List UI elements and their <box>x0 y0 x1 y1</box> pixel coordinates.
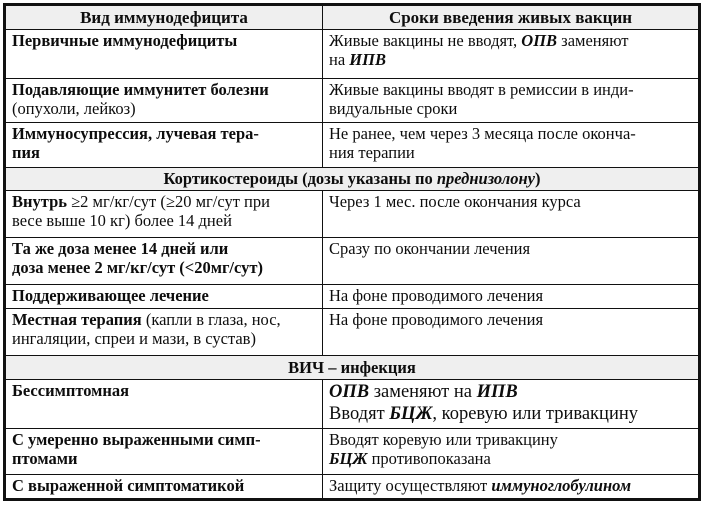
table-row <box>5 29 700 78</box>
cell-condition: Внутрь ≥2 мг/кг/сут (≥20 мг/сут при весе выше 10 кг) более 14 дней <box>5 191 323 238</box>
cell-condition: Поддерживающее лечение <box>5 284 323 309</box>
table-row <box>5 284 700 309</box>
table-row <box>5 123 700 168</box>
document-page <box>3 3 698 501</box>
table-row <box>5 429 700 475</box>
cell-condition: С выраженной симптоматикой <box>5 475 323 500</box>
header-immunodeficiency-type: Вид иммунодефицита <box>5 5 323 30</box>
table-header-row <box>5 5 700 30</box>
table-row <box>5 379 700 429</box>
cell-timing: На фоне проводимого лечения <box>323 309 700 356</box>
cell-condition: Та же доза менее 14 дней или доза менее 2 мг/кг/сут (<20мг/сут) <box>5 237 323 284</box>
header-live-vaccine-timing: Сроки введения живых вакцин <box>323 5 700 30</box>
cell-timing: Не ранее, чем через 3 месяца после оконча- ния терапии <box>323 123 700 168</box>
section-title-hiv: ВИЧ – инфекция <box>5 355 700 379</box>
cell-timing: Через 1 мес. после окончания курса <box>323 191 700 238</box>
table-row <box>5 237 700 284</box>
section-row-corticosteroids <box>5 167 700 191</box>
table-row <box>5 78 700 123</box>
cell-timing: Защиту осуществляют иммуноглобулином <box>323 475 700 500</box>
section-row-hiv <box>5 355 700 379</box>
cell-condition: Иммуносупрессия, лучевая тера- пия <box>5 123 323 168</box>
cell-condition: Местная терапия (капли в глаза, нос, ингаляции, спреи и мази, в сустав) <box>5 309 323 356</box>
cell-timing: Живые вакцины вводят в ремиссии в инди- видуальные сроки <box>323 78 700 123</box>
table-row <box>5 191 700 238</box>
cell-timing: ОПВ заменяют на ИПВ Вводят БЦЖ, коревую или тривакцину <box>323 379 700 429</box>
cell-timing: Вводят коревую или тривакцину БЦЖ противопоказана <box>323 429 700 475</box>
cell-timing: На фоне проводимого лечения <box>323 284 700 309</box>
cell-condition: Бессимптомная <box>5 379 323 429</box>
cell-condition: Подавляющие иммунитет болезни (опухоли, лейкоз) <box>5 78 323 123</box>
table-row <box>5 475 700 500</box>
vaccination-table <box>3 3 701 501</box>
cell-timing: Сразу по окончании лечения <box>323 237 700 284</box>
cell-condition: С умеренно выраженными симп- птомами <box>5 429 323 475</box>
section-title-corticosteroids: Кортикостероиды (дозы указаны по преднизолону) <box>5 167 700 191</box>
cell-condition: Первичные иммунодефициты <box>5 29 323 78</box>
cell-timing: Живые вакцины не вводят, ОПВ заменяют на ИПВ <box>323 29 700 78</box>
table-row <box>5 309 700 356</box>
